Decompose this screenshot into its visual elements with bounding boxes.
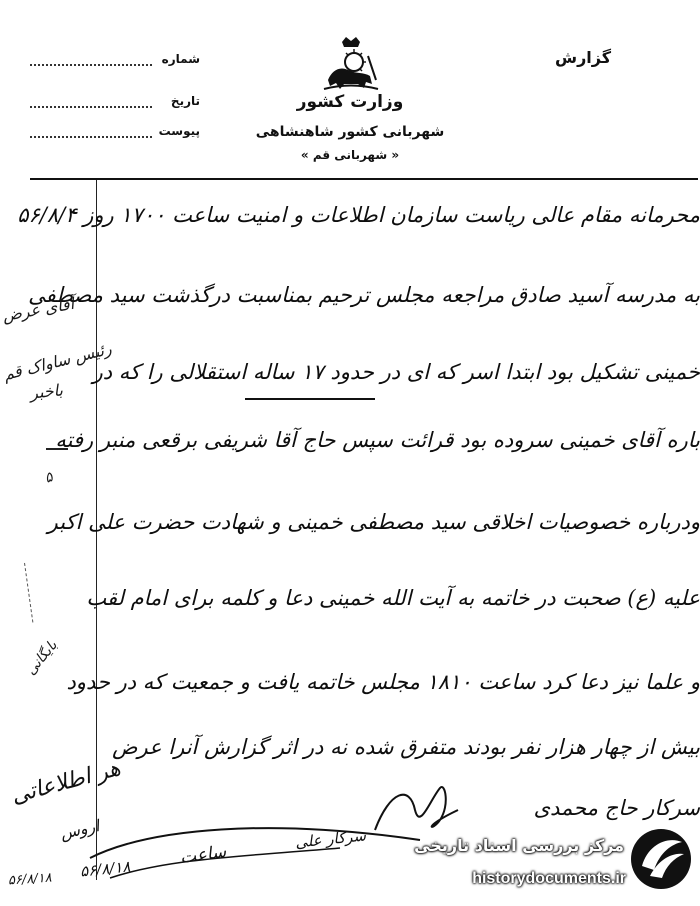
report-line: محرمانه مقام عالی ریاست سازمان اطلاعات و امنیت ساعت ۱۷۰۰ روز ۵۶/۸/۴ [17, 203, 700, 227]
signature: هر اطلاعاتی [8, 755, 124, 810]
history-documents-logo-icon [628, 826, 694, 892]
dotted-line [30, 106, 152, 108]
date-label: تاریخ [170, 94, 200, 108]
report-line: بیش از چهار هزار نفر بودند متفرق شده نه در اثر گزارش آنرا عرض [112, 735, 700, 759]
margin-note: آقای عرض [0, 293, 76, 326]
attachment-field [30, 124, 200, 144]
watermark-url[interactable]: historydocuments.ir [472, 870, 626, 887]
date-field [30, 94, 200, 114]
margin-scribble [24, 558, 72, 623]
national-police-title: شهربانی کشور شاهنشاهی [255, 124, 445, 140]
report-label: گزارش [555, 48, 612, 67]
signature: اروس [58, 816, 101, 843]
dotted-line [30, 64, 152, 66]
ministry-title: وزارت کشور [296, 92, 404, 112]
margin-note: رئیس ساواک قم [1, 338, 114, 385]
signature: ساعت [178, 841, 228, 869]
signature-date: ۵۶/۸/۱۸ [7, 870, 53, 889]
attachment-label: پیوست [158, 124, 200, 138]
qom-police-title: « شهربانی قم » [300, 148, 400, 162]
report-line: ودرباره خصوصیات اخلاقی سید مصطفی خمینی و شهادت حضرت علی اکبر [47, 510, 700, 534]
lion-and-sun-emblem-icon [318, 36, 384, 92]
number-field [30, 52, 200, 72]
watermark-title: مرکز بررسی اسناد تاریخی [414, 836, 624, 855]
margin-dash [46, 448, 68, 450]
header-divider [30, 178, 698, 180]
report-line: خمینی تشکیل بود ابتدا اسر که ای در حدود ۱۷ ساله استقلالی را که در [92, 360, 700, 384]
signature-date: ۵۶/۸/۱۸ [79, 857, 132, 881]
report-line: علیه (ع) صحبت در خاتمه به آیت الله خمینی دعا و کلمه برای امام لقب [86, 586, 700, 610]
number-label: شماره [161, 52, 200, 66]
signature: سرکار علی [294, 826, 367, 852]
margin-note: ۵ [42, 469, 56, 487]
underline-mark [245, 398, 375, 400]
signer-line: سرکار حاج محمدی [533, 796, 700, 820]
report-line: باره آقای خمینی سروده بود قرائت سپس حاج آقا شریفی برقعی منبر رفته [55, 428, 700, 452]
watermark [414, 822, 700, 906]
dotted-line [30, 136, 152, 138]
signature-curve [90, 818, 430, 888]
margin-note: بایگانی [22, 637, 61, 679]
report-line: و علما نیز دعا کرد ساعت ۱۸۱۰ مجلس خاتمه یافت و جمعیت که در حدود [66, 670, 700, 694]
margin-note: باخبر [29, 380, 64, 403]
report-line: به مدرسه آسید صادق مراجعه مجلس ترحیم بمناسبت درگذشت سید مصطفی [28, 283, 700, 307]
